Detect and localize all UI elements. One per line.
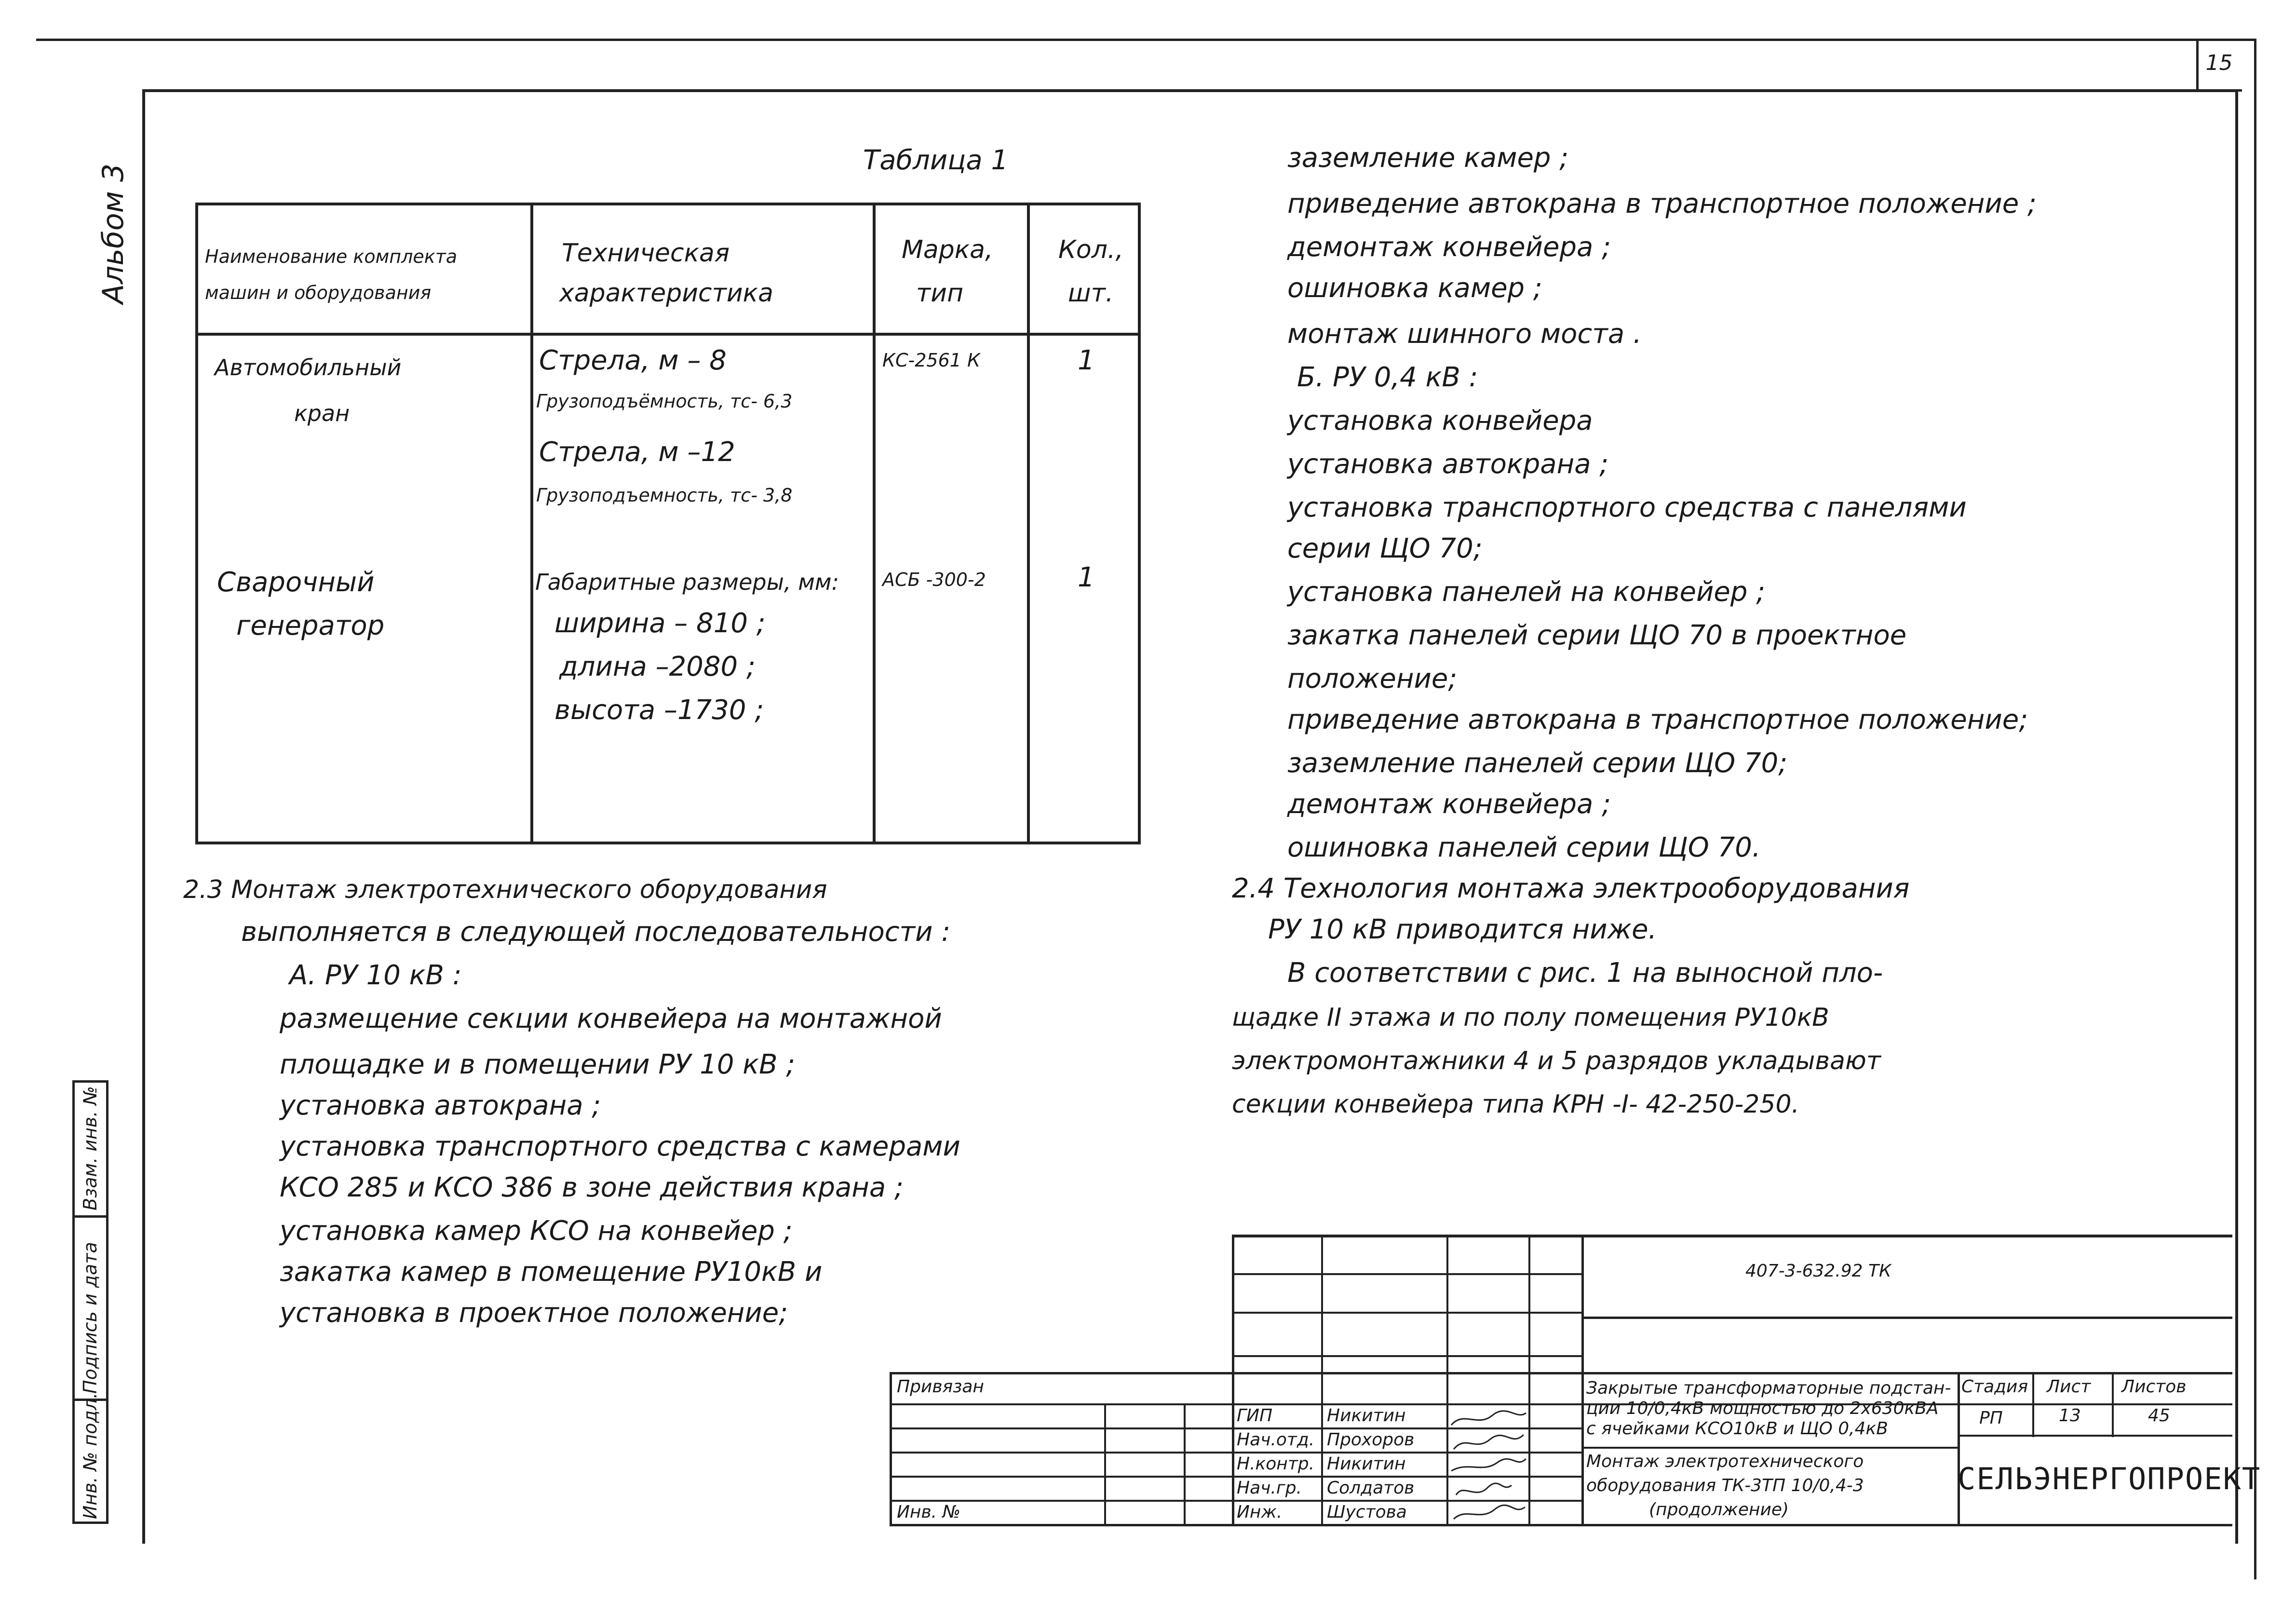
left-line-4: размещение секции конвейера на монтажной	[280, 1003, 942, 1034]
desc2-line2: оборудования ТК-3ТП 10/0,4-3	[1586, 1476, 1864, 1495]
right-line-3: демонтаж конвейера ;	[1287, 231, 1611, 263]
desc2-line3: (продолжение)	[1649, 1500, 1789, 1520]
right-line-23: секции конвейера типа КРН -I- 42-250-250.	[1232, 1090, 1800, 1119]
right-line-16: демонтаж конвейера ;	[1287, 788, 1611, 820]
left-line-2: выполняется в следующей последовательности :	[241, 916, 951, 948]
header-mark-2: тип	[916, 279, 964, 308]
sheet-value: 13	[2059, 1406, 2081, 1426]
row1-tech-3: Стрела, м –12	[539, 436, 735, 468]
table-title: Таблица 1	[863, 145, 1009, 176]
stage-value: РП	[1979, 1408, 2003, 1428]
sheet-number: 15	[2205, 51, 2233, 75]
right-line-17: ошиновка панелей серии ЩО 70.	[1287, 832, 1761, 863]
org-name: СЕЛЬЭНЕРГОПРОЕКТ	[1958, 1461, 2261, 1496]
right-line-6: Б. РУ 0,4 кВ :	[1297, 362, 1478, 393]
header-name-2: машин и оборудования	[205, 282, 432, 303]
role-4: Нач.гр.	[1237, 1478, 1302, 1498]
signatures	[1449, 1406, 1528, 1524]
name-5: Шустова	[1327, 1502, 1407, 1522]
side-label-replace: Взам. инв. №	[80, 1086, 101, 1210]
right-line-20: В соответствии с рис. 1 на выносной пло-	[1287, 957, 1883, 989]
role-3: Н.контр.	[1237, 1454, 1315, 1474]
doc-code: 407-3-632.92 ТК	[1745, 1261, 1891, 1281]
header-qty-2: шт.	[1068, 279, 1114, 308]
right-line-12: закатка панелей серии ЩО 70 в проектное	[1287, 620, 1907, 651]
sheet-label: Лист	[2047, 1377, 2091, 1397]
right-line-7: установка конвейера	[1287, 405, 1593, 436]
header-tech-1: Техническая	[562, 239, 730, 268]
right-line-10: серии ЩО 70;	[1287, 533, 1483, 564]
role-5: Инж.	[1237, 1502, 1283, 1522]
left-line-10: закатка камер в помещение РУ10кВ и	[280, 1256, 823, 1288]
row1-name-2: кран	[294, 400, 350, 426]
stage-label: Стадия	[1961, 1377, 2028, 1397]
right-line-14: приведение автокрана в транспортное положение;	[1287, 704, 2028, 735]
role-2: Нач.отд.	[1237, 1430, 1315, 1450]
header-mark-1: Марка,	[902, 235, 993, 264]
right-line-22: электромонтажники 4 и 5 разрядов укладывают	[1232, 1046, 1881, 1075]
name-4: Солдатов	[1327, 1478, 1415, 1498]
name-2: Прохоров	[1327, 1430, 1415, 1450]
desc1-line2: ции 10/0,4кВ мощностью до 2х630кВА	[1586, 1399, 1939, 1418]
left-line-7: установка транспортного средства с камерами	[280, 1131, 960, 1162]
row2-tech-1: Габаритные размеры, мм:	[535, 569, 839, 595]
album-label: Альбом 3	[96, 163, 130, 304]
right-line-1: заземление камер ;	[1287, 142, 1569, 174]
header-name-1: Наименование комплекта	[205, 246, 458, 267]
header-qty-1: Кол.,	[1058, 235, 1124, 264]
row2-tech-2: ширина – 810 ;	[554, 608, 766, 639]
left-line-9: установка камер КСО на конвейер ;	[280, 1215, 793, 1247]
right-line-19: РУ 10 кВ приводится ниже.	[1268, 914, 1657, 945]
desc2-line1: Монтаж электротехнического	[1586, 1452, 1864, 1471]
privyazan-label: Привязан	[897, 1377, 984, 1397]
side-label-sign: Подпись и дата	[80, 1242, 101, 1394]
desc1-line3: с ячейками КСО10кВ и ЩО 0,4кВ	[1586, 1419, 1888, 1439]
right-line-18: 2.4 Технология монтажа электрооборудования	[1232, 873, 1910, 904]
left-line-3: А. РУ 10 кВ :	[289, 960, 462, 991]
right-line-8: установка автокрана ;	[1287, 448, 1609, 480]
left-line-11: установка в проектное положение;	[280, 1297, 788, 1329]
left-line-8: КСО 285 и КСО 386 в зоне действия крана ;	[280, 1172, 904, 1203]
left-line-5: площадке и в помещении РУ 10 кВ ;	[280, 1049, 796, 1080]
row1-qty: 1	[1078, 345, 1095, 376]
header-tech-2: характеристика	[559, 279, 773, 308]
row1-name-1: Автомобильный	[215, 354, 402, 380]
side-label-inv: Инв. № подл.	[80, 1392, 101, 1519]
right-line-2: приведение автокрана в транспортное положение ;	[1287, 188, 2037, 219]
right-line-11: установка панелей на конвейер ;	[1287, 576, 1766, 608]
right-line-21: щадке II этажа и по полу помещения РУ10кВ	[1232, 1003, 1829, 1032]
row1-tech-1: Стрела, м – 8	[539, 345, 727, 376]
row1-tech-2: Грузоподъёмность, тс- 6,3	[536, 391, 793, 412]
row1-tech-4: Грузоподъемность, тс- 3,8	[536, 485, 793, 506]
row2-mark: АСБ -300-2	[882, 569, 986, 590]
right-line-4: ошиновка камер ;	[1287, 272, 1542, 304]
left-line-1: 2.3 Монтаж электротехнического оборудования	[183, 875, 827, 904]
row2-tech-4: высота –1730 ;	[554, 694, 764, 726]
row2-tech-3: длина –2080 ;	[559, 651, 756, 682]
name-1: Никитин	[1327, 1406, 1406, 1426]
row2-qty: 1	[1078, 562, 1095, 593]
desc1-line1: Закрытые трансформаторные подстан-	[1586, 1378, 1951, 1398]
role-1: ГИП	[1237, 1406, 1273, 1426]
row2-name-2: генератор	[236, 610, 385, 641]
row1-mark: КС-2561 К	[882, 350, 980, 371]
name-3: Никитин	[1327, 1454, 1406, 1474]
right-line-5: монтаж шинного моста .	[1287, 318, 1642, 350]
right-line-9: установка транспортного средства с панелями	[1287, 492, 1967, 523]
sheets-label: Листов	[2121, 1377, 2187, 1397]
right-line-15: заземление панелей серии ЩО 70;	[1287, 747, 1788, 779]
left-line-6: установка автокрана ;	[280, 1090, 601, 1121]
inv-label: Инв. №	[897, 1502, 961, 1522]
right-line-13: положение;	[1287, 663, 1458, 694]
sheets-value: 45	[2148, 1406, 2170, 1426]
row2-name-1: Сварочный	[217, 567, 375, 598]
